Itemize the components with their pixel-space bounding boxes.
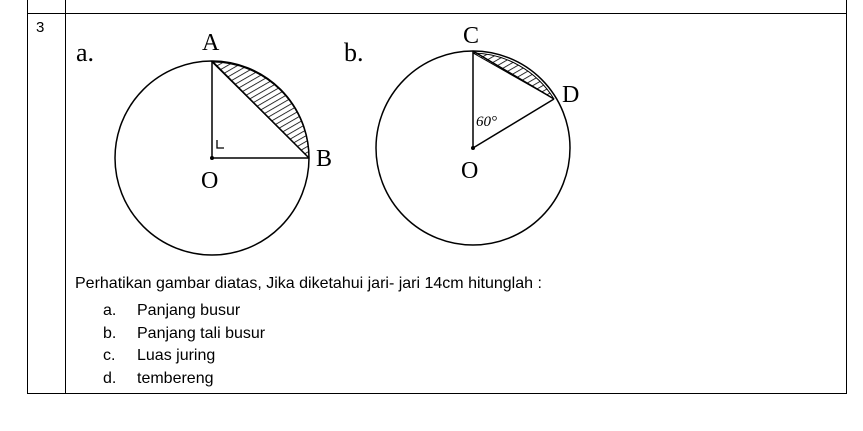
right-angle-mark bbox=[217, 140, 224, 148]
figure-b-part-label: b. bbox=[344, 38, 364, 67]
question-number: 3 bbox=[36, 19, 45, 36]
question-text: Perhatikan gambar diatas, Jika diketahui jari- jari 14cm hitunglah : bbox=[75, 275, 542, 292]
item-text: Panjang busur bbox=[137, 302, 241, 319]
item-letter: b. bbox=[103, 324, 117, 342]
figure-b-angle-label: 60° bbox=[476, 114, 497, 130]
item-letter: a. bbox=[103, 302, 117, 319]
figure-b-center-dot bbox=[471, 146, 475, 150]
list-item bbox=[103, 345, 265, 368]
figure-b-center-o: O bbox=[461, 158, 479, 184]
question-items bbox=[103, 300, 265, 390]
figure-a-center-dot bbox=[210, 156, 214, 160]
figure-b-point-d: D bbox=[562, 82, 580, 108]
item-text: tembereng bbox=[137, 369, 214, 387]
figure-a bbox=[76, 30, 332, 255]
item-letter: c. bbox=[103, 347, 116, 364]
figure-a-point-a: A bbox=[202, 30, 220, 56]
figure-a-center-o: O bbox=[201, 168, 219, 194]
figure-a-part-label: a. bbox=[76, 38, 95, 67]
figure-b bbox=[344, 23, 579, 245]
circle-figures bbox=[66, 14, 626, 274]
figure-b-chord-cd bbox=[473, 51, 554, 99]
list-item bbox=[103, 300, 265, 323]
item-text: Luas juring bbox=[137, 347, 216, 364]
item-text: Panjang tali busur bbox=[137, 324, 266, 342]
figure-a-point-b: B bbox=[316, 146, 333, 172]
list-item bbox=[103, 323, 265, 346]
figure-b-point-c: C bbox=[463, 23, 480, 49]
list-item bbox=[103, 368, 265, 391]
item-letter: d. bbox=[103, 369, 117, 387]
